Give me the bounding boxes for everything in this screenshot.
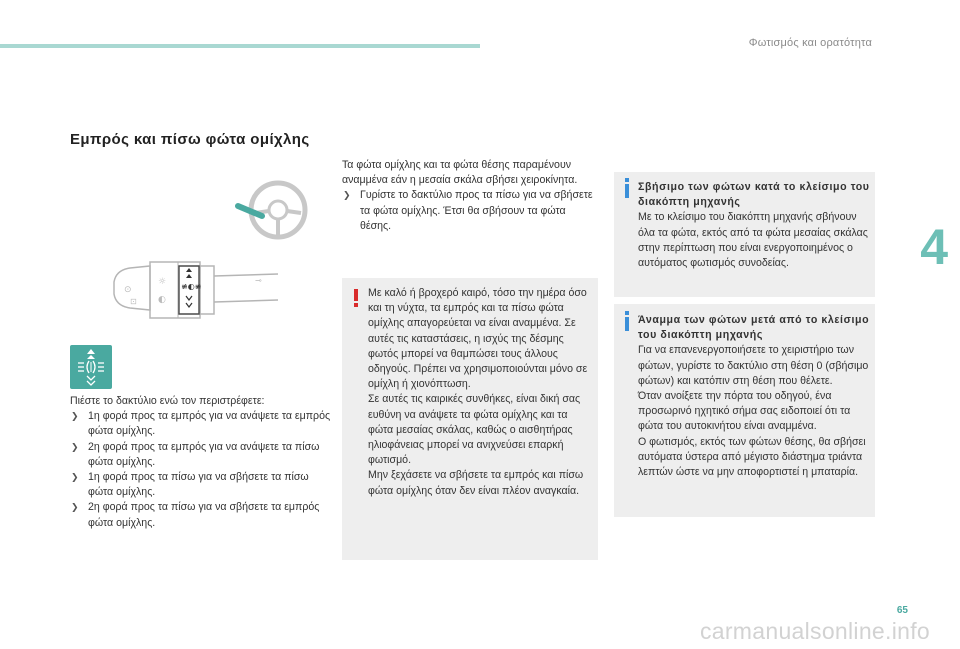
header-accent-bar [0,44,480,48]
arrow-up-icon [87,349,95,354]
list-item: ❯ 1η φορά προς τα εμπρός για να ανάψετε τα εμπρός φώτα ομίχλης. [71,410,331,438]
list-item: ❯ 2η φορά προς τα πίσω για να σβήσετε τα εμπρός φώτα ομίχλης. [71,501,320,529]
fog-lights-note-intro: Τα φώτα ομίχλης και τα φώτα θέσης παραμένουν αναμμένα εάν η μεσαία σκάλα σβήσει χειροκίνητα. [342,159,578,187]
svg-text:⊙: ⊙ [124,285,132,295]
warning-icon [354,289,358,307]
page-number: 65 [896,605,908,616]
bullet-icon: ❯ [343,190,351,201]
list-item: ❯ 2η φορά προς τα εμπρός για να ανάψετε τα πίσω φώτα ομίχλης. [71,440,320,468]
fog-light-icon [70,345,112,389]
fog-lights-note [342,158,594,234]
chapter-title: Φωτισμός και ορατότητα [748,37,872,49]
info-text-lights-on: Άναμμα των φώτων μετά από το κλείσιμο του διακόπτη μηχανής Για να επανενεργοποιήσετε το χειριστήριο των φώτων, γυρίστε το δακτύλιο στη θέση 0 (σβήσιμο φώτων) και κατόπιν στη θέση που θέλετε. Όταν ανοίξετε την πόρτα του οδηγού, ένα προσωρινό ηχητικό σήμα σας ειδοποιεί ότι τα φώτα του αυτοκινήτου είναι αναμμένα. Ο φωτισμός, εκτός των φώτων θέσης, θα σβήσει αυτόματα ύστερα από μέγιστο διάστημα τριάντα λεπτών ώστε να μην αποφορτιστεί η μπαταρία. [638,314,870,479]
ring-instructions-intro: Πιέστε το δακτύλιο ενώ τον περιστρέφετε: [70,395,265,407]
light-stalk-icon [110,240,280,335]
fog-light-icon-box [70,345,112,389]
svg-text:⊡: ⊡ [130,297,137,306]
bullet-icon: ❯ [71,472,79,483]
bullet-icon: ❯ [71,502,79,513]
svg-text:⊸: ⊸ [255,276,262,285]
section-title: Εμπρός και πίσω φώτα ομίχλης [70,131,310,148]
ring-instructions [70,394,332,531]
chapter-number: 4 [920,219,948,275]
arrow-down-icon [87,376,95,380]
bullet-icon: ❯ [71,411,79,422]
svg-text:◐: ◐ [158,295,166,305]
list-item: ❯ Γυρίστε το δακτύλιο προς τα πίσω για να σβήσετε τα φώτα ομίχλης. Έτσι θα σβήσουν τα φώτα θέσης. [343,189,593,232]
watermark: carmanualsonline.info [699,618,930,644]
list-item: ❯ 1η φορά προς τα πίσω για να σβήσετε τα πίσω φώτα ομίχλης. [71,471,309,499]
info-text-lights-off: Σβήσιμο των φώτων κατά το κλείσιμο του διακόπτη μηχανής Με το κλείσιμο του διακόπτη μηχανής σβήνουν όλα τα φώτα, εκτός από τα φώτα μεσαίας σκάλας στην περίπτωση που είναι ενεργοποιημένος ο αυτόματος φωτισμός συνοδείας. [638,181,870,270]
warning-text: Με καλό ή βροχερό καιρό, τόσο την ημέρα όσο και τη νύχτα, τα εμπρός και τα πίσω φώτα ομίχλης απαγορεύεται να είναι αναμμένα. Σε αυτές τις καταστάσεις, η ισχύς της δέσμης φωτός μπορεί να θαμπώσει τους άλλους οδηγούς. Πρέπει να χρησιμοποιούνται μόνο σε ομίχλη ή χιονόπτωση. Σε αυτές τις καιρικές συνθήκες, είναι δική σας ευθύνη να ανάψετε τα φώτα ομίχλης και τα φώτα μεσαίας σκάλας, καθώς ο αισθητήρας ηλιοφάνειας μπορεί να ανιχνεύσει επαρκή φωτισμό. Μην ξεχάσετε να σβήσετε τα εμπρός και πίσω φώτα ομίχλης όταν δεν είναι πλέον αναγκαία. [368,287,588,497]
steering-wheel-icon [232,180,308,248]
svg-text:☼: ☼ [158,277,167,287]
svg-text:≢◐≢: ≢◐≢ [181,282,202,291]
info-title: Σβήσιμο των φώτων κατά το κλείσιμο του διακόπτη μηχανής [638,181,870,209]
info-icon [625,311,629,331]
info-icon [625,178,629,198]
info-title: Άναμμα των φώτων μετά από το κλείσιμο του διακόπτη μηχανής [638,314,870,342]
bullet-icon: ❯ [71,441,79,452]
